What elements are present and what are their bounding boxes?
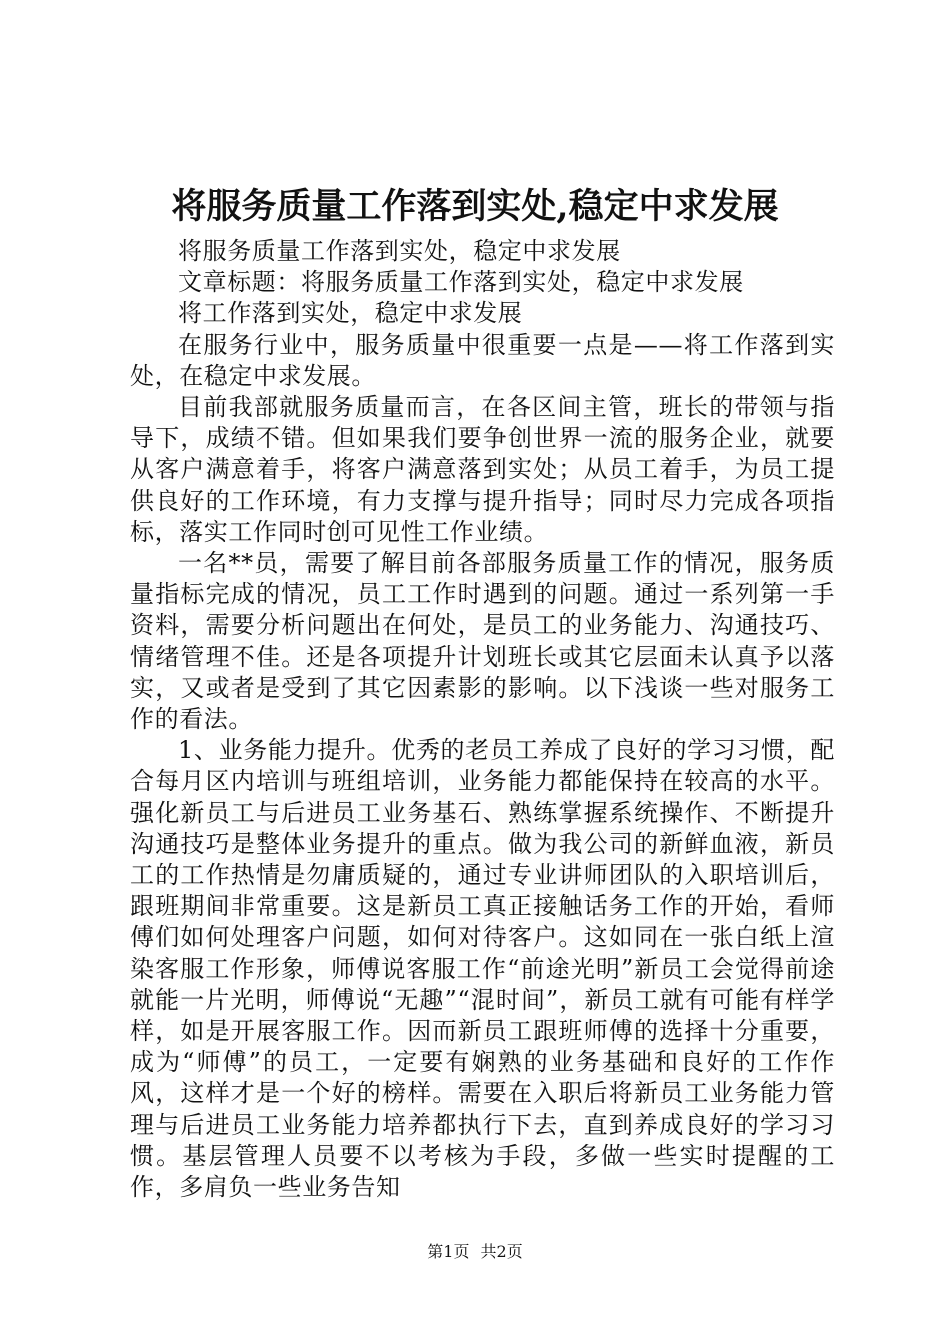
page-total: 共2页: [480, 1242, 523, 1261]
paragraph: 1、业务能力提升。优秀的老员工养成了良好的学习习惯，配合每月区内培训与班组培训，业务能力都能保持在较高的水平。强化新员工与后进员工业务基石、熟练掌握系统操作、不断提升沟通技巧是整体业务提升的重点。做为我公司的新鲜血液，新员工的工作热情是勿庸质疑的，通过专业讲师团队的入职培训后，跟班期间非常重要。这是新员工真正接触话务工作的开始，看师傅们如何处理客户问题，如何对待客户。这如同在一张白纸上渲染客服工作形象，师傅说客服工作“前途光明”新员工会觉得前途就能一片光明，师傅说“无趣”“混时间”，新员工就有可能有样学样，如是开展客服工作。因而新员工跟班师傅的选择十分重要，成为“师傅”的员工，一定要有娴熟的业务基础和良好的工作作风，这样才是一个好的榜样。需要在入职后将新员工业务能力管理与后进员工业务能力培养都执行下去，直到养成良好的学习习惯。基层管理人员要不以考核为手段，多做一些实时提醒的工作，多肩负一些业务告知: [130, 736, 835, 1202]
paragraph: 一名**员，需要了解目前各部服务质量工作的情况，服务质量指标完成的情况，员工工作时遇到的问题。通过一系列第一手资料，需要分析问题出在何处，是员工的业务能力、沟通技巧、情绪管理不佳。还是各项提升计划班长或其它层面未认真予以落实，又或者是受到了其它因素影的影响。以下浅谈一些对服务工作的看法。: [130, 549, 835, 734]
paragraph: 将服务质量工作落到实处，稳定中求发展: [178, 237, 621, 265]
document-title: 将服务质量工作落到实处,稳定中求发展: [171, 186, 779, 227]
page-footer: [0, 1241, 950, 1263]
paragraph: 目前我部就服务质量而言，在各区间主管，班长的带领与指导下，成绩不错。但如果我们要争创世界一流的服务企业，就要从客户满意着手，将客户满意落到实处；从员工着手，为员工提供良好的工作环境，有力支撑与提升指导；同时尽力完成各项指标，落实工作同时创可见性工作业绩。: [130, 393, 835, 546]
document-body: [130, 236, 835, 1203]
page-number: 第1页: [427, 1242, 470, 1261]
paragraph: 将工作落到实处，稳定中求发展: [178, 299, 523, 328]
paragraph: 在服务行业中，服务质量中很重要一点是——将工作落到实处，在稳定中求发展。: [130, 330, 835, 390]
paragraph: 文章标题：将服务质量工作落到实处，稳定中求发展: [178, 268, 744, 297]
